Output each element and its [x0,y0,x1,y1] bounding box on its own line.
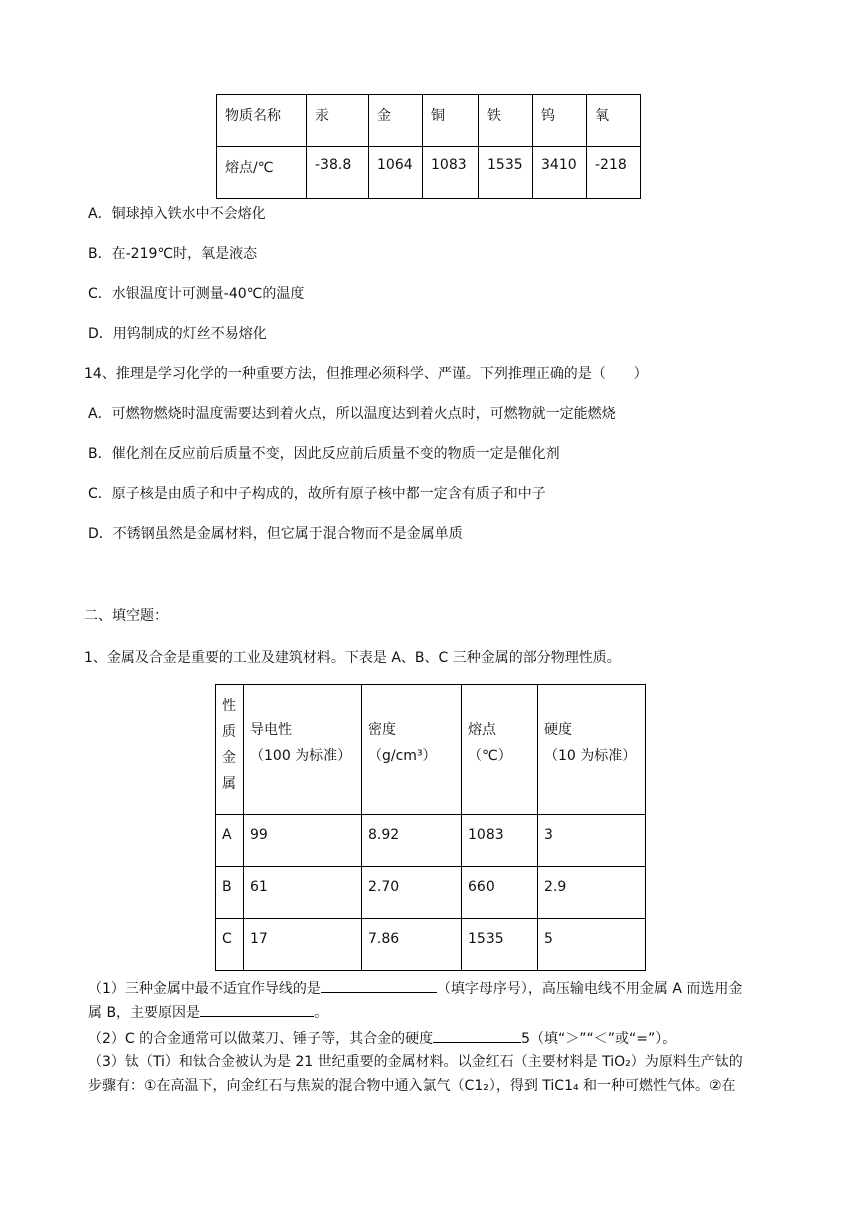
table-cell: 5 [538,919,646,971]
header-label: 熔点 [468,722,496,738]
corner-char: 质 [222,724,236,740]
table-cell: 2.70 [362,867,462,919]
table-row [216,815,646,867]
table-cell: -218 [587,147,641,199]
table-cell: A [216,815,244,867]
table-cell: B [216,867,244,919]
text-segment: （1）三种金属中最不适宜作导线的是 [88,981,321,997]
table-cell: 7.86 [362,919,462,971]
header-cell [362,685,462,815]
table-row [216,685,646,815]
header-cell [462,685,538,815]
text-segment: 属 B，主要原因是 [88,1005,201,1021]
table-row [217,95,641,147]
corner-char: 金 [222,750,236,766]
q13-option-d: D．用钨制成的灯丝不易熔化 [88,326,267,342]
section-heading: 二、填空题： [84,608,168,624]
header-label: 硬度 [544,722,572,738]
header-label: 密度 [368,722,396,738]
table-cell: 铁 [479,95,533,147]
q1-part3-line2: 步骤有：①在高温下，向金红石与焦炭的混合物中通入氯气（C1₂），得到 TiC1₄ 和一种可燃性气体。②在 [88,1078,736,1094]
table-cell: 2.9 [538,867,646,919]
q13-option-a: A．铜球掉入铁水中不会熔化 [88,206,266,222]
table-cell: -38.8 [307,147,369,199]
q14-option-c: C．原子核是由质子和中子构成的，故所有原子核中都一定含有质子和中子 [88,486,546,502]
q1-stem: 1、金属及合金是重要的工业及建筑材料。下表是 A、B、C 三种金属的部分物理性质。 [84,650,621,666]
table-corner-cell [216,685,244,815]
table-cell: C [216,919,244,971]
table-cell: 1064 [369,147,423,199]
table-cell: 氧 [587,95,641,147]
q14-option-a: A．可燃物燃烧时温度需要达到着火点，所以温度达到着火点时，可燃物就一定能燃烧 [88,406,616,422]
answer-blank[interactable] [433,1026,521,1043]
table-cell: 660 [462,867,538,919]
table-row [216,919,646,971]
table-cell: 汞 [307,95,369,147]
q1-part3-line1: （3）钛（Ti）和钛合金被认为是 21 世纪重要的金属材料。以金红石（主要材料是 TiO₂）为原料生产钛的 [88,1054,743,1070]
header-unit: （℃） [468,748,512,764]
q14-option-d: D．不锈钢虽然是金属材料，但它属于混合物而不是金属单质 [88,526,463,542]
melting-point-table [216,94,641,199]
header-unit: （10 为标准） [544,748,637,764]
table-cell: 17 [244,919,362,971]
table-cell: 金 [369,95,423,147]
answer-blank[interactable] [321,976,437,993]
text-segment: 。 [314,1005,329,1021]
header-unit: （g/cm³） [368,748,437,764]
answer-blank[interactable] [200,1000,314,1017]
table-cell: 铜 [423,95,479,147]
q14-stem: 14、推理是学习化学的一种重要方法，但推理必须科学、严谨。下列推理正确的是（ ） [84,366,648,382]
text-segment: （2）C 的合金通常可以做菜刀、锤子等，其合金的硬度 [88,1031,434,1047]
q1-part1-line1 [88,976,742,999]
table-cell: 8.92 [362,815,462,867]
text-segment: 5（填“＞”“＜”或“=”）。 [521,1031,677,1047]
header-cell [244,685,362,815]
table-row [216,867,646,919]
table-cell: 熔点/℃ [217,147,307,199]
q13-option-b: B．在-219℃时，氧是液态 [88,246,258,262]
header-unit: （100 为标准） [250,748,352,764]
corner-char: 性 [222,698,236,714]
table-cell: 钨 [533,95,587,147]
table-cell: 61 [244,867,362,919]
header-cell [538,685,646,815]
table-cell: 1535 [479,147,533,199]
table-cell: 物质名称 [217,95,307,147]
q1-part1-line2 [88,1000,328,1023]
text-segment: （填字母序号），高压输电线不用金属 A 而选用金 [436,981,743,997]
q14-option-b: B．催化剂在反应前后质量不变，因此反应前后质量不变的物质一定是催化剂 [88,446,560,462]
table-cell: 1083 [462,815,538,867]
table-cell: 99 [244,815,362,867]
table-row [217,147,641,199]
table-cell: 1083 [423,147,479,199]
q13-option-c: C．水银温度计可测量-40℃的温度 [88,286,305,302]
metal-properties-table [215,684,646,971]
corner-char: 属 [222,776,236,792]
table-cell: 3 [538,815,646,867]
table-cell: 1535 [462,919,538,971]
header-label: 导电性 [250,722,292,738]
table-cell: 3410 [533,147,587,199]
q1-part2 [88,1026,676,1049]
